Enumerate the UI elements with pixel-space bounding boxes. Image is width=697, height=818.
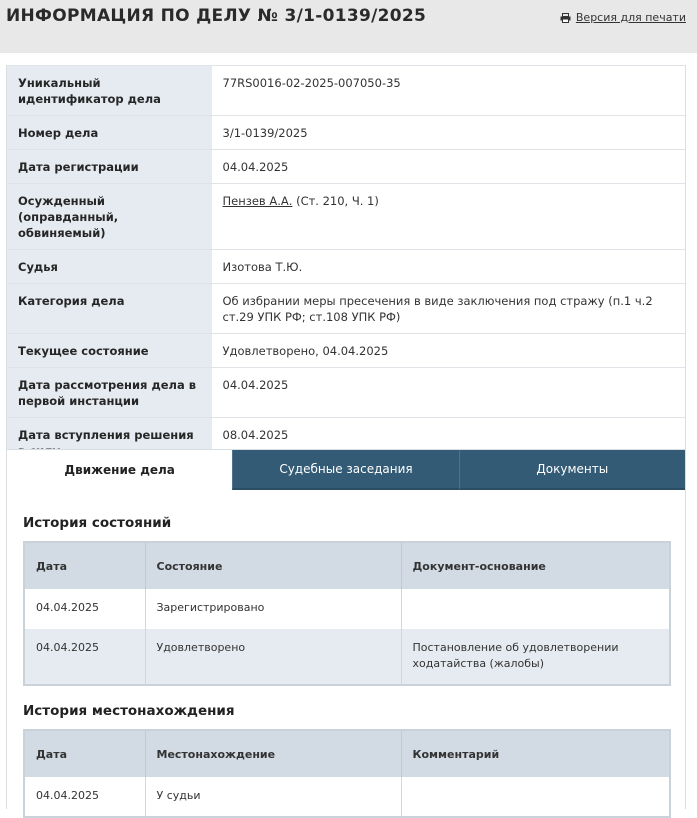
tab-documents[interactable]: Документы [459,450,685,490]
page-title: ИНФОРМАЦИЯ ПО ДЕЛУ № 3/1-0139/2025 [6,6,427,26]
column-header: Состояние [145,542,401,589]
location-history-table [23,729,671,818]
case-info-row [7,116,686,150]
case-info-row [7,66,686,116]
case-info-label: Дата регистрации [7,150,212,184]
case-info-value: Удовлетворено, 04.04.2025 [212,334,686,368]
table-cell [401,777,670,817]
article-text: (Ст. 210, Ч. 1) [292,194,379,208]
case-info-value: Об избрании меры пресечения в виде заключения под стражу (п.1 ч.2 ст.29 УПК РФ; ст.108 УПК РФ) [212,284,686,334]
case-info-label: Осужденный (оправданный, обвиняемый) [7,184,212,250]
print-version-link[interactable] [560,11,686,24]
case-info-row [7,334,686,368]
case-info-label: Судья [7,250,212,284]
case-info-value: 04.04.2025 [212,368,686,418]
table-header-row [24,730,670,777]
case-info-value: 04.04.2025 [212,150,686,184]
table-cell: Удовлетворено [145,629,401,685]
column-header: Дата [24,542,145,589]
table-row [24,629,670,685]
table-row [24,777,670,817]
column-header: Местонахождение [145,730,401,777]
table-cell: 04.04.2025 [24,629,145,685]
defendant-link[interactable]: Пензев А.А. [222,194,293,208]
table-row [24,589,670,629]
case-tabs-panel [6,449,686,809]
table-cell [401,589,670,629]
case-info-row [7,150,686,184]
case-info-table [6,65,686,468]
table-cell: 04.04.2025 [24,777,145,817]
tab-bar [7,450,685,490]
table-header-row [24,542,670,589]
case-info-value: 77RS0016-02-2025-007050-35 [212,66,686,116]
table-cell: Зарегистрировано [145,589,401,629]
table-cell: 04.04.2025 [24,589,145,629]
case-info-label: Номер дела [7,116,212,150]
tab-case-movement[interactable]: Движение дела [7,450,232,490]
location-history-title: История местонахождения [23,703,235,719]
case-info-label: Дата вступления решения [7,418,212,468]
status-history-table [23,541,671,686]
case-info-label: Категория дела [7,284,212,334]
case-info-value: Изотова Т.Ю. [212,250,686,284]
case-info-label: Текущее состояние [7,334,212,368]
print-version-label: Версия для печати [575,11,686,24]
column-header: Документ-основание [401,542,670,589]
case-info-label: Дата рассмотрения дела в первой инстанции [7,368,212,418]
case-info-row [7,250,686,284]
column-header: Дата [24,730,145,777]
case-info-row [7,184,686,250]
case-info-label: Уникальный идентификатор дела [7,66,212,116]
case-info-value [212,184,686,250]
case-info-row [7,368,686,418]
status-history-title: История состояний [23,515,172,531]
tab-court-hearings[interactable]: Судебные заседания [232,450,458,490]
table-cell: У судьи [145,777,401,817]
case-info-value: 3/1-0139/2025 [212,116,686,150]
case-info-value: 08.04.2025 [212,418,686,468]
case-info-row [7,284,686,334]
table-cell: Постановление об удовлетворении ходатайства (жалобы) [401,629,670,685]
page-header [0,0,697,53]
column-header: Комментарий [401,730,670,777]
printer-icon [560,13,571,23]
